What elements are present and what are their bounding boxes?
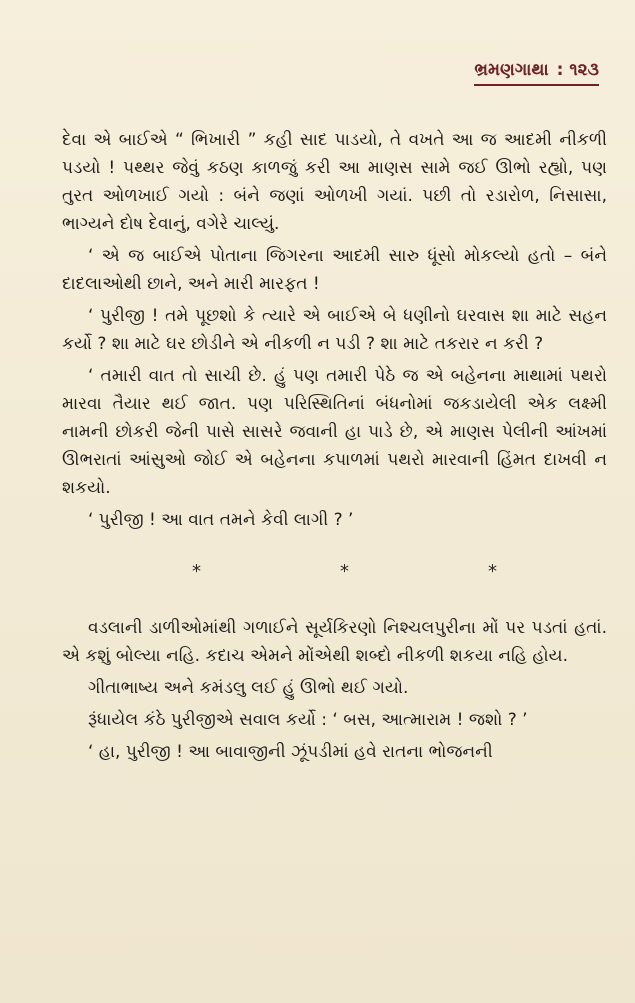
header-title: ભ્રમણગાથા [474, 60, 549, 80]
paragraph: ‘ એ જ બાઈએ પોતાના જિગરના આદમી સારુ ધૂંસો મોકલ્યો હતો – બંને દાદલાઓથી છાને, અને મારી મારફત ! [62, 246, 607, 294]
separator-star: * [192, 561, 201, 582]
section-separator [62, 558, 607, 586]
running-header [474, 60, 599, 80]
page-number: : ૧૨૩ [556, 60, 599, 80]
paragraph: વડલાની ડાળીઓમાંથી ગળાઈને સૂર્યકિરણો નિશ્ચલપુરીના મોં પર પડતાં હતાં. એ કશું બોલ્યા નહિ. કદાચ એમને મોંએથી શબ્દો નીકળી શકયા નહિ હોય. [62, 618, 607, 666]
separator-star: * [488, 561, 497, 582]
paragraph: રૂંધાયેલ કંઠે પુરીજીએ સવાલ કર્યો : ‘ બસ, આત્મારામ ! જશો ? ’ [88, 710, 528, 730]
paragraph: ‘ પુરીજી ! તમે પૂછશો કે ત્યારે એ બાઈએ બે ધણીનો ઘરવાસ શા માટે સહન કર્યો ? શા માટે ઘર છોડીને એ નીકળી ન પડી ? શા માટે તકરાર ન કરી ? [62, 306, 607, 354]
header-underline [474, 84, 599, 86]
paragraph: ગીતાભાષ્ય અને કમંડલુ લઈ હું ઊભો થઈ ગયો. [88, 678, 409, 698]
paragraph: ‘ પુરીજી ! આ વાત તમને કેવી લાગી ? ’ [88, 510, 354, 530]
separator-star: * [340, 561, 349, 582]
paragraph: ‘ હા, પુરીજી ! આ બાવાજીની ઝૂંપડીમાં હવે રાતના ભોજનની [88, 742, 493, 762]
paragraph: ‘ તમારી વાત તો સાચી છે. હું પણ તમારી પેઠે જ એ બહેનના માથામાં પથરો મારવા તૈયાર થઈ જાત. પણ પરિસ્થિતિનાં બંધનોમાં જકડાયેલી એક લક્ષ્મી નામની છોકરી જેની પાસે સાસરે જવાની હા પાડે છે, એ માણસ પેલીની આંખમાં ઊભરાતાં આંસુઓ જોઈ એ બહેનના કપાળમાં પથરો મારવાની હિંમત દાખવી ન શકયો. [62, 366, 607, 498]
page-body [62, 126, 607, 770]
paragraph: દેવા એ બાઈએ “ ભિખારી ” કહી સાદ પાડયો, તે વખતે આ જ આદમી નીકળી પડયો ! પથ્થર જેવું કઠણ કાળજું કરી આ માણસ સામે જઈ ઊભો રહ્યો, પણ તુરત ઓળખાઈ ગયો : બંને જણાં ઓળખી ગયાં. પછી તો રડારોળ, નિસાસા, ભાગ્યને દોષ દેવાનું, વગેરે ચાલ્યું. [62, 130, 607, 234]
